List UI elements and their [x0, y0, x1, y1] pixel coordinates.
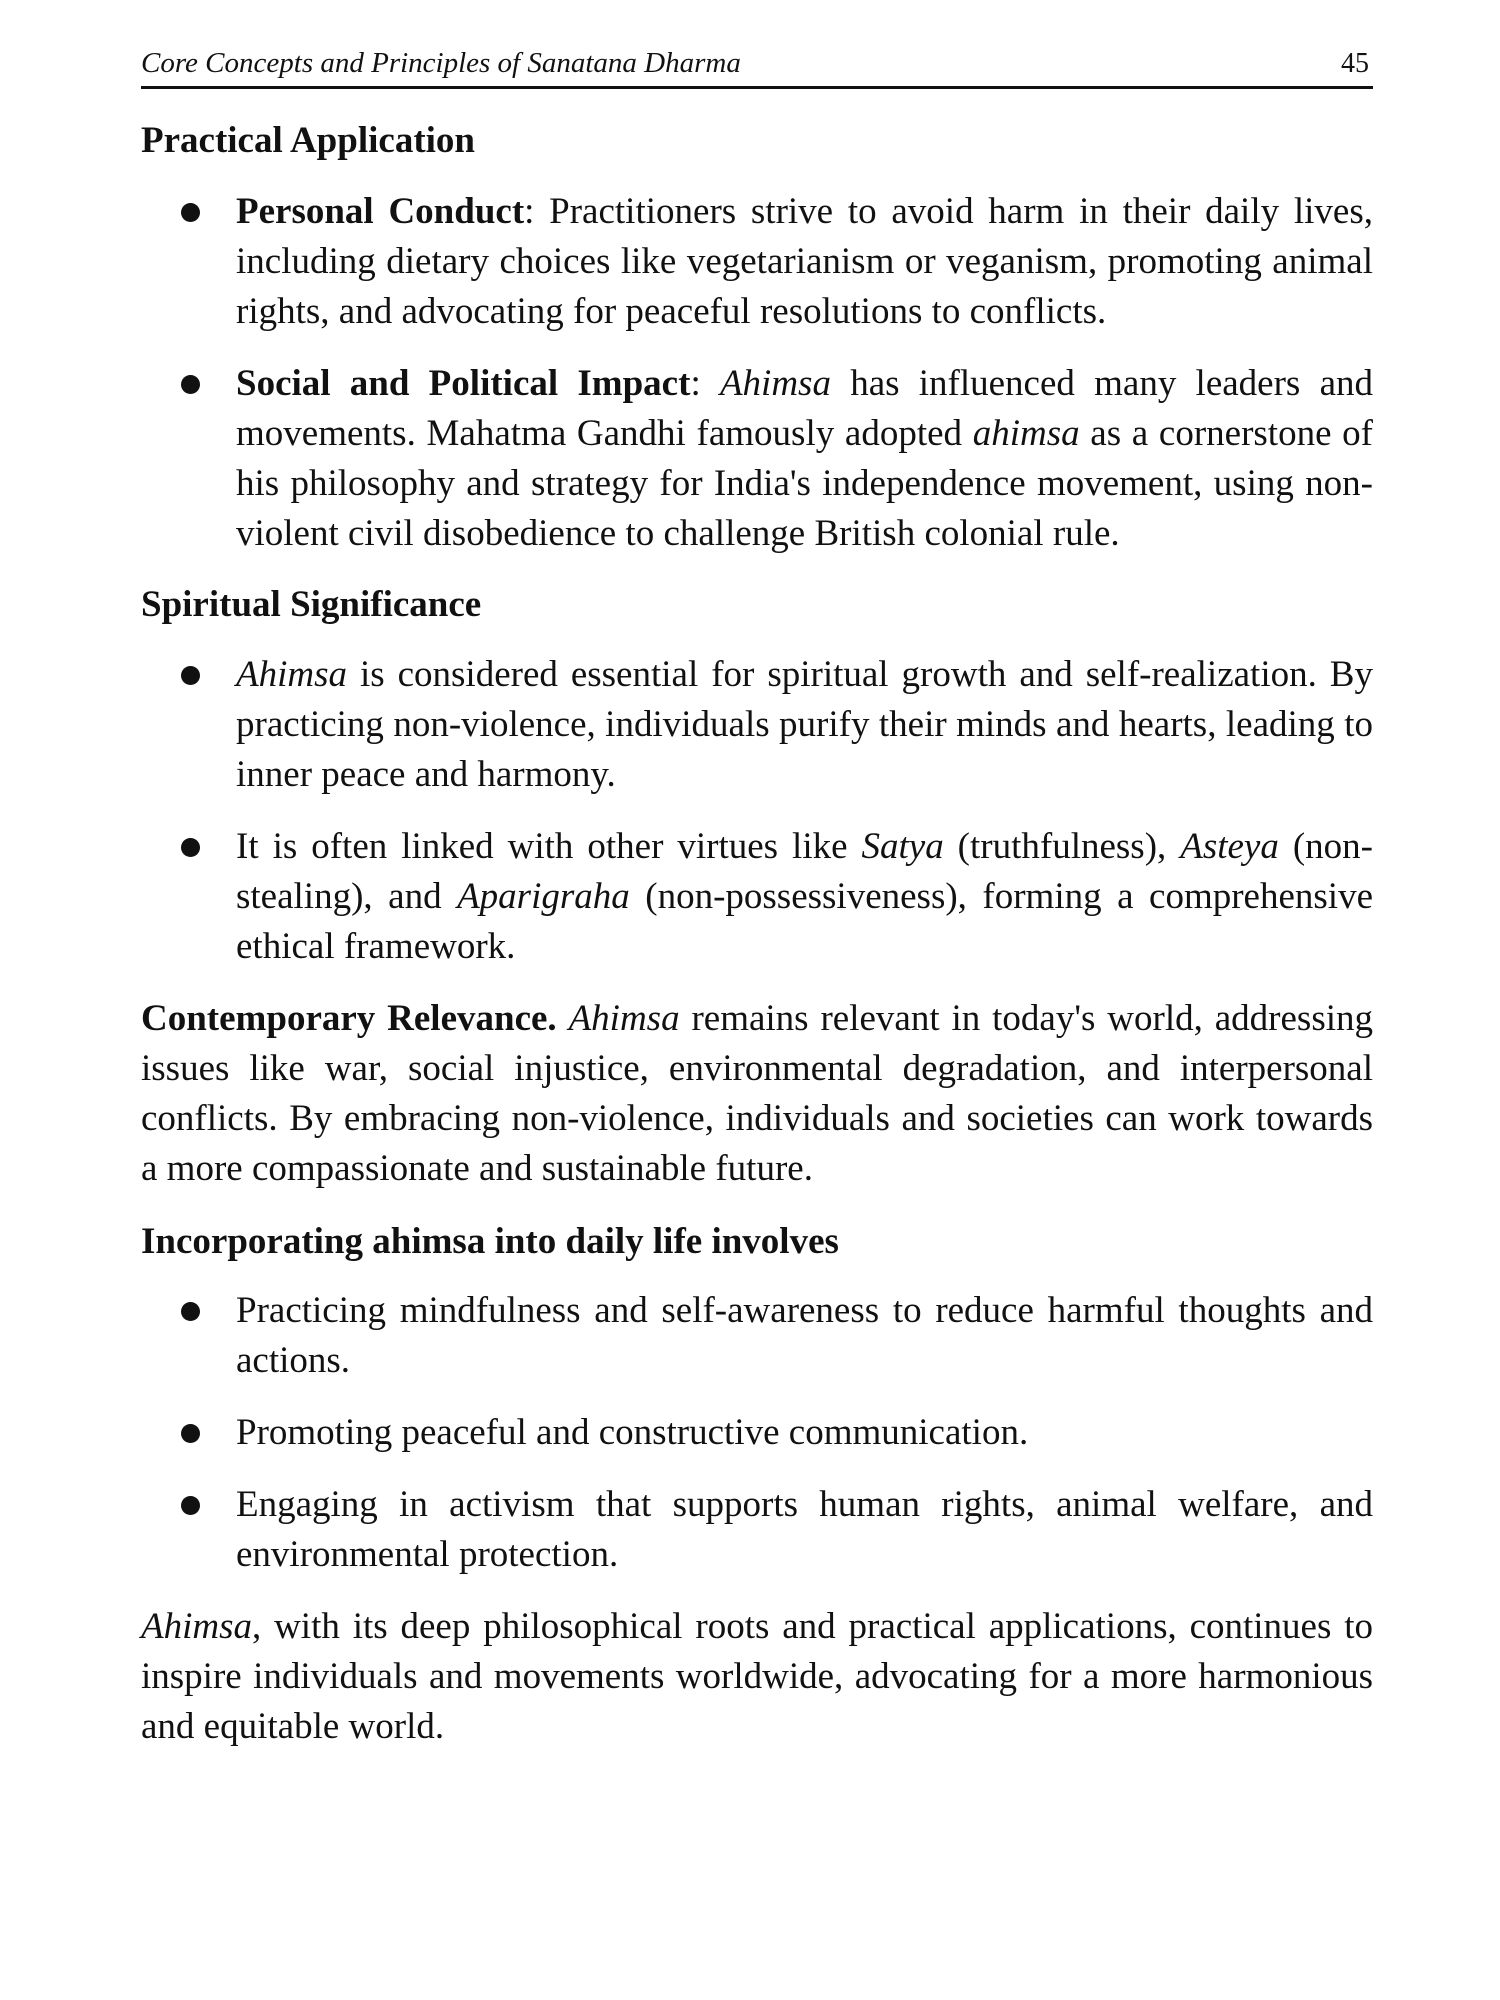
running-head — [141, 48, 1373, 89]
item-text: It is often linked with other virtues like — [236, 825, 862, 867]
item-text: has influenced many leaders and movements. Mahatma Gandhi famously adopted — [236, 363, 1373, 455]
list-item — [141, 359, 1373, 559]
bullet-icon — [181, 375, 200, 394]
italic-term: ahimsa — [972, 413, 1080, 455]
closing-paragraph — [141, 1602, 1373, 1752]
running-head-title: Core Concepts and Principles of Sanatana Dharma — [141, 47, 741, 79]
list-item — [141, 822, 1373, 972]
list-item — [141, 1408, 1373, 1458]
incorporating-list — [141, 1286, 1373, 1580]
item-text: Promoting peaceful and constructive communication. — [236, 1412, 1029, 1454]
section-heading-spiritual-significance: Spiritual Significance — [141, 584, 482, 626]
item-text: (truthfulness), — [943, 825, 1181, 867]
bullet-icon — [181, 203, 200, 222]
item-separator: : — [524, 191, 535, 233]
page-number: 45 — [1341, 48, 1369, 80]
bullet-icon — [181, 838, 200, 857]
italic-term: Ahimsa — [236, 653, 347, 695]
section-heading-incorporating: Incorporating ahimsa into daily life involves — [141, 1220, 839, 1262]
item-text: as a cornerstone of his philosophy and strategy for India's independence movement, using non-violent civil disobedience to challenge British colonial rule. — [236, 413, 1374, 555]
item-text: Practicing mindfulness and self-awareness to reduce harmful thoughts and actions. — [236, 1290, 1373, 1382]
bullet-icon — [181, 1424, 200, 1443]
bullet-icon — [181, 1496, 200, 1515]
italic-term: Ahimsa — [141, 1606, 252, 1648]
italic-term: Aparigraha — [457, 875, 630, 917]
item-text: (non-stealing), and — [236, 825, 1373, 917]
list-item — [141, 1480, 1373, 1580]
paragraph-label: Contemporary Relevance. — [141, 997, 557, 1039]
list-item — [141, 1286, 1373, 1386]
item-text: (non-possessiveness), forming a comprehensive ethical framework. — [236, 875, 1374, 967]
italic-term: Ahimsa — [568, 997, 680, 1039]
list-item — [141, 187, 1373, 337]
paragraph-text: , with its deep philosophical roots and practical applications, continues to inspire individuals and movements worldwide, advocating for a more harmonious and equitable world. — [141, 1606, 1373, 1748]
paragraph-text: remains relevant in today's world, addressing issues like war, social injustice, environmental degradation, and interpersonal conflicts. By embracing non-violence, individuals and societies can work towards a more compassionate and sustainable future. — [141, 997, 1373, 1189]
contemporary-relevance-paragraph — [141, 994, 1373, 1194]
item-text: is considered essential for spiritual growth and self-realization. By practicing non-violence, individuals purify their minds and hearts, leading to inner peace and harmony. — [236, 653, 1373, 795]
list-item — [141, 650, 1373, 800]
spiritual-significance-list — [141, 650, 1373, 972]
item-label: Social and Political Impact — [236, 363, 691, 405]
italic-term: Ahimsa — [719, 363, 831, 405]
item-text: Engaging in activism that supports human rights, animal welfare, and environmental protection. — [236, 1484, 1373, 1576]
book-page — [141, 48, 1373, 1752]
italic-term: Satya — [861, 825, 944, 867]
item-text: Practitioners strive to avoid harm in their daily lives, including dietary choices like vegetarianism or veganism, promoting animal rights, and advocating for peaceful resolutions to conflicts. — [236, 191, 1373, 333]
italic-term: Asteya — [1180, 825, 1279, 867]
item-label: Personal Conduct — [236, 191, 525, 233]
bullet-icon — [181, 1302, 200, 1321]
practical-application-list — [141, 187, 1373, 559]
bullet-icon — [181, 666, 200, 685]
item-separator: : — [690, 363, 720, 405]
section-heading-practical-application: Practical Application — [141, 119, 475, 161]
